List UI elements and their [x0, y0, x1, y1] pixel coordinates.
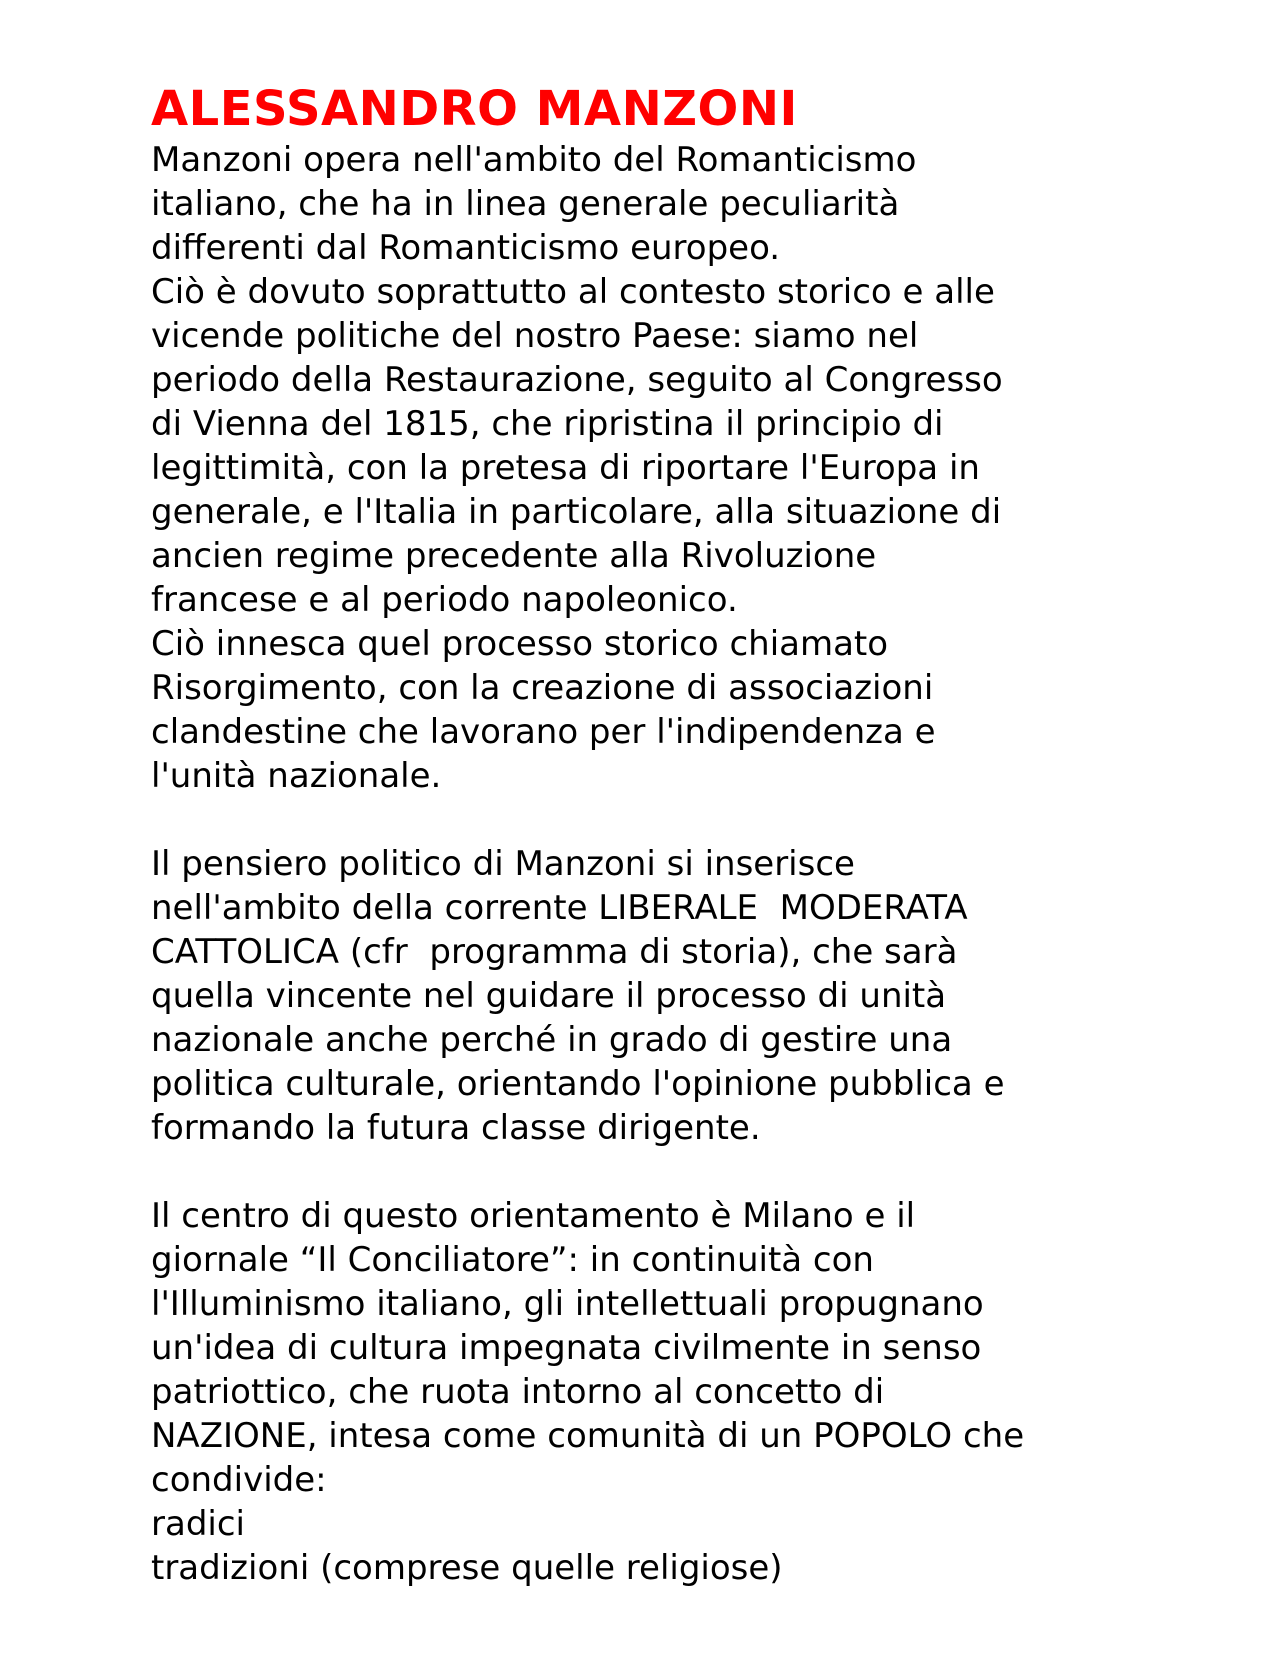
paragraph-2	[151, 842, 1171, 1150]
text-line: nazionale anche perché in grado di gestire una	[151, 1020, 953, 1060]
text-line: CATTOLICA (cfr programma di storia), che sarà	[151, 932, 958, 972]
paragraph-spacer	[151, 798, 1171, 842]
text-line: giornale “Il Conciliatore”: in continuità con	[151, 1240, 874, 1280]
text-line: differenti dal Romanticismo europeo.	[151, 228, 781, 268]
text-line: vicende politiche del nostro Paese: siamo nel	[151, 316, 919, 356]
text-line: Manzoni opera nell'ambito del Romanticismo	[151, 140, 917, 180]
text-line: Il centro di questo orientamento è Milano e il	[151, 1196, 916, 1236]
list-item: radici	[151, 1504, 245, 1544]
text-line: Il pensiero politico di Manzoni si inserisce	[151, 844, 855, 884]
document-title: ALESSANDRO MANZONI	[151, 81, 798, 137]
text-line: politica culturale, orientando l'opinione pubblica e	[151, 1064, 1005, 1104]
text-line: Ciò è dovuto soprattutto al contesto storico e alle	[151, 272, 995, 312]
paragraph-1	[151, 138, 1171, 798]
document-content	[151, 80, 1171, 1590]
text-line: legittimità, con la pretesa di riportare l'Europa in	[151, 448, 980, 488]
text-line: nell'ambito della corrente LIBERALE MODERATA	[151, 888, 968, 928]
text-line: l'unità nazionale.	[151, 756, 442, 796]
text-line: ancien regime precedente alla Rivoluzione	[151, 536, 877, 576]
text-line: periodo della Restaurazione, seguito al Congresso	[151, 360, 1003, 400]
text-line: Ciò innesca quel processo storico chiamato	[151, 624, 889, 664]
text-line: generale, e l'Italia in particolare, alla situazione di	[151, 492, 1002, 532]
text-line: italiano, che ha in linea generale peculiarità	[151, 184, 900, 224]
text-line: un'idea di cultura impegnata civilmente in senso	[151, 1328, 982, 1368]
text-line: clandestine che lavorano per l'indipendenza e	[151, 712, 936, 752]
text-line: di Vienna del 1815, che ripristina il principio di	[151, 404, 944, 444]
paragraph-spacer	[151, 1150, 1171, 1194]
text-line: l'Illuminismo italiano, gli intellettuali propugnano	[151, 1284, 984, 1324]
paragraph-3	[151, 1194, 1171, 1590]
text-line: Risorgimento, con la creazione di associazioni	[151, 668, 934, 708]
text-line: patriottico, che ruota intorno al concetto di	[151, 1372, 885, 1412]
text-line: formando la futura classe dirigente.	[151, 1108, 761, 1148]
text-line: NAZIONE, intesa come comunità di un POPOLO che	[151, 1416, 1025, 1456]
text-line: quella vincente nel guidare il processo di unità	[151, 976, 947, 1016]
text-line: condivide:	[151, 1460, 327, 1500]
list-item: tradizioni (comprese quelle religiose)	[151, 1548, 783, 1588]
text-line: francese e al periodo napoleonico.	[151, 580, 738, 620]
